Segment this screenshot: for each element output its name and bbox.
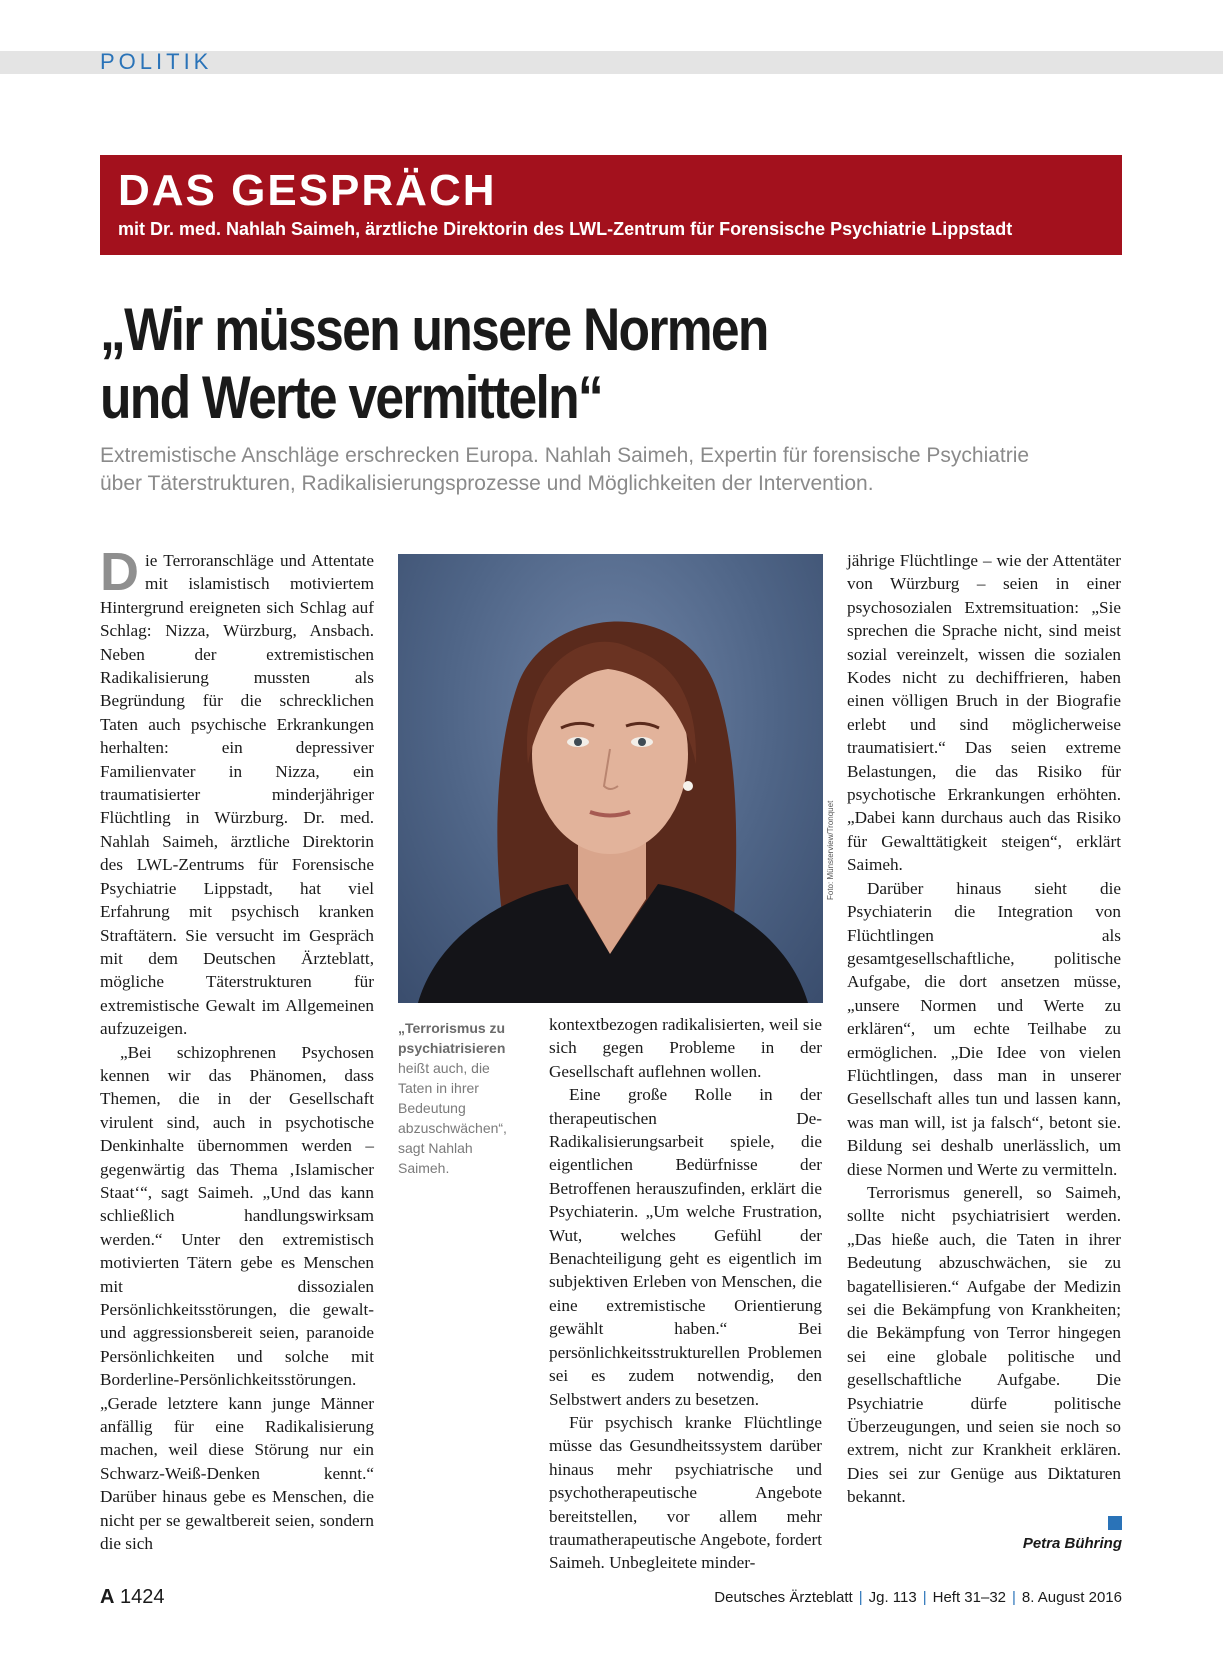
paragraph: jährige Flüchtlinge – wie der Attentäter von Würzburg – seien in einer psychosozialen Extremsituation: „Sie sprechen die Sprache nicht, sind meist sozial vereinzelt, wissen die sozialen Kodes nicht zu dechiffrieren, haben einen völligen Bruch in der Biografie erlebt und sind möglicherweise traumatisiert.“ Das seien extreme Belastungen, die das Risiko für psychotische Erkrankungen erhöhten. „Dabei kann durchaus auch das Risiko für Gewalttätigkeit steigen“, erklärt Saimeh. [847, 551, 1121, 875]
footer-date: 8. August 2016 [1021, 1589, 1122, 1606]
banner-title: DAS GESPRÄCH [118, 166, 497, 215]
photo-credit: Foto: Münsterview/Tronquet [826, 800, 835, 900]
paragraph: Die Terroranschläge und Attentate mit islamistisch motiviertem Hintergrund ereigneten sich Schlag auf Schlag: Nizza, Würzburg, Ansbach. Neben der extremistischen Radikalisierung mussten als Begründung für die schrecklichen Taten auch psychische Erkrankungen herhalten: ein depressiver Familienvater in Nizza, ein traumatisierter minderjähriger Flüchtling in Würzburg. Dr. med. Nahlah Saimeh, ärztliche Direktorin des LWL-Zentrums für Forensische Psychiatrie Lippstadt, hat viel Erfahrung mit psychisch kranken Straftätern. Sie versucht im Gespräch mit dem Deutschen Ärzteblatt, mögliche Täterstrukturen für extremistische Gewalt im Allgemeinen aufzuzeigen. [100, 542, 374, 1039]
article-column-2 [549, 1013, 822, 1575]
paragraph: Für psychisch kranke Flüchtlinge müsse das Gesundheitssystem darüber hinaus mehr psychiatrische und psychotherapeutische Angebote bereitstellen, vor allem mehr traumatherapeutische Angebote, fordert Saimeh. Unbegleitete minder- [549, 1412, 822, 1573]
drop-cap: D [100, 542, 139, 602]
paragraph: kontextbezogen radikalisierten, weil sie sich gegen Probleme in der Gesellschaft auflehnen wollen. [549, 1015, 822, 1081]
lead-line-2: über Täterstrukturen, Radikalisierungsprozesse und Möglichkeiten der Intervention. [100, 472, 874, 495]
footer-publication: Deutsches Ärzteblatt [714, 1589, 853, 1606]
section-rubric: POLITIK [100, 49, 213, 74]
article-column-3 [847, 549, 1121, 1509]
portrait-photo [398, 554, 823, 1003]
publication-footer: Deutsches Ärzteblatt | Jg. 113 | Heft 31–32 | 8. August 2016 [714, 1589, 1122, 1606]
paragraph: Terrorismus generell, so Saimeh, sollte nicht psychiatrisiert werden. „Das hieße auch, die Taten in ihrer Bedeutung abzuschwächen, sie zu bagatellisieren.“ Aufgabe der Medizin sei die Bekämpfung von Krankheiten; die Bekämpfung von Terror hingegen sei eine globale politische und gesellschaftliche Aufgabe. Die Psychiatrie dürfe politische Überzeugungen, und seien sie noch so extrem, nicht zur Krankheit erklären. Dies sei zur Genüge aus Diktaturen bekannt. [847, 1182, 1121, 1507]
headline-line-1: „Wir müssen unsere Normen [100, 296, 768, 363]
article-headline [100, 296, 960, 432]
headline-line-2: und Werte vermitteln“ [100, 364, 602, 431]
banner-subtitle: mit Dr. med. Nahlah Saimeh, ärztliche Direktorin des LWL-Zentrum für Forensische Psychiatrie Lippstadt [118, 219, 1013, 239]
paragraph: Eine große Rolle in der therapeutischen De-Radikalisierungsarbeit spiele, die eigentlichen Bedürfnisse der Betroffenen herauszufinden, erklärt die Psychiaterin. „Um welche Frustration, Wut, welches Gefühl der Benachteiligung geht es eigentlich im subjektiven Erleben von Menschen, die eine extremistische Orientierung gewählt haben.“ Bei persönlichkeitsstrukturellen Problemen sei es zudem notwendig, den Selbstwert anders zu besetzen. [549, 1085, 822, 1409]
photo-caption [398, 1018, 526, 1178]
footer-volume: Jg. 113 [868, 1589, 917, 1606]
caption-text: heißt auch, die Taten in ihrer Bedeutung abzuschwächen“, sagt Nahlah Saimeh. [398, 1060, 507, 1176]
footer-issue: Heft 31–32 [932, 1589, 1006, 1606]
author-byline: Petra Bühring [1022, 1535, 1122, 1552]
article-lead [100, 442, 1130, 498]
portrait-illustration [398, 554, 823, 1003]
end-mark-square [1108, 1516, 1122, 1530]
caption-lead-in: „Terrorismus zu psychiatrisieren [398, 1020, 506, 1056]
page-number: A 1424 [100, 1586, 165, 1608]
paragraph: „Bei schizophrenen Psychosen kennen wir das Phänomen, dass Themen, die in der Gesellschaft virulent sind, auch in psychotische Denkinhalte übernommen werden – gegenwärtig das Thema ‚Islamischer Staat‘“, sagt Saimeh. „Und das kann schließlich handlungswirksam werden.“ Unter den extremistisch motivierten Tätern gebe es Menschen mit dissozialen Persönlichkeitsstörungen, die gewalt- und aggressionsbereit seien, paranoide Persönlichkeiten und solche mit Borderline-Persönlichkeitsstörungen. „Gerade letztere kann junge Männer anfällig für eine Radikalisierung machen, weil diese Störung nur ein Schwarz-Weiß-Denken kennt.“ Darüber hinaus gebe es Menschen, die nicht per se gewaltbereit seien, sondern die sich [100, 1042, 374, 1554]
paragraph: Darüber hinaus sieht die Psychiaterin die Integration von Flüchtlingen als gesamtgesellschaftliche, politische Aufgabe, die dort ansetzen müsse, „unsere Normen und Werte zu erklären“, um echte Teilhabe zu ermöglichen. „Die Idee von vielen Flüchtlingen, dass man in unserer Gesellschaft alles tun und lassen kann, was man will, ist ja falsch“, betont sie. Bildung sei deshalb unerlässlich, um diese Normen und Werte zu vermitteln. [847, 878, 1121, 1179]
article-column-1 [100, 542, 374, 1555]
lead-line-1: Extremistische Anschläge erschrecken Europa. Nahlah Saimeh, Expertin für forensische Psychiatrie [100, 444, 1030, 467]
